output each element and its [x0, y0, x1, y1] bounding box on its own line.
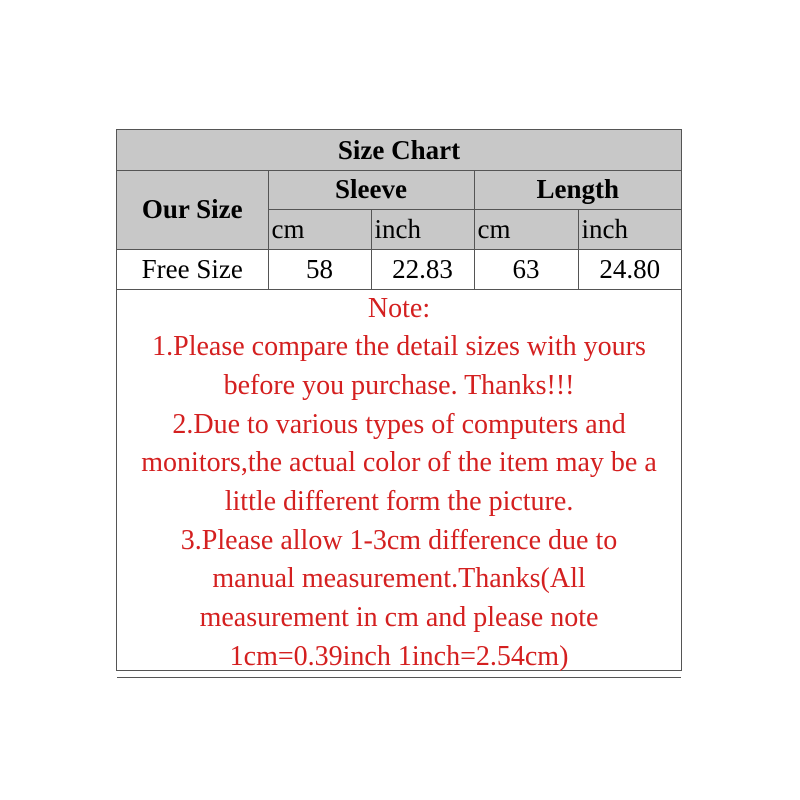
sleeve-cm-value: 58 — [268, 249, 371, 289]
sleeve-inch-value: 22.83 — [371, 249, 474, 289]
note-line: 2.Due to various types of computers and — [172, 408, 626, 440]
length-header: Length — [474, 170, 681, 209]
size-label-cell: Free Size — [117, 249, 268, 289]
length-cm-value: 63 — [474, 249, 578, 289]
note-line: 3.Please allow 1-3cm difference due to — [180, 524, 618, 556]
note-line: before you purchase. Thanks!!! — [223, 369, 575, 401]
length-cm-header: cm — [474, 209, 578, 249]
note-line: manual measurement.Thanks(All — [212, 563, 586, 595]
size-chart — [116, 129, 682, 671]
note-line: measurement in cm and please note — [199, 602, 599, 634]
chart-title: Size Chart — [117, 130, 681, 170]
sleeve-cm-header: cm — [268, 209, 371, 249]
note-line: 1cm=0.39inch 1inch=2.54cm) — [229, 640, 569, 672]
sleeve-header: Sleeve — [268, 170, 474, 209]
our-size-header: Our Size — [117, 170, 268, 249]
table-row — [117, 249, 681, 289]
length-inch-header: inch — [578, 209, 681, 249]
note-line: monitors,the actual color of the item may be a — [141, 447, 657, 479]
sleeve-inch-header: inch — [371, 209, 474, 249]
length-inch-value: 24.80 — [578, 249, 681, 289]
notes-section — [117, 289, 681, 677]
note-line: 1.Please compare the detail sizes with yours — [152, 331, 646, 363]
note-heading: Note: — [367, 292, 431, 324]
note-line: little different form the picture. — [224, 486, 574, 518]
size-table — [117, 130, 681, 678]
